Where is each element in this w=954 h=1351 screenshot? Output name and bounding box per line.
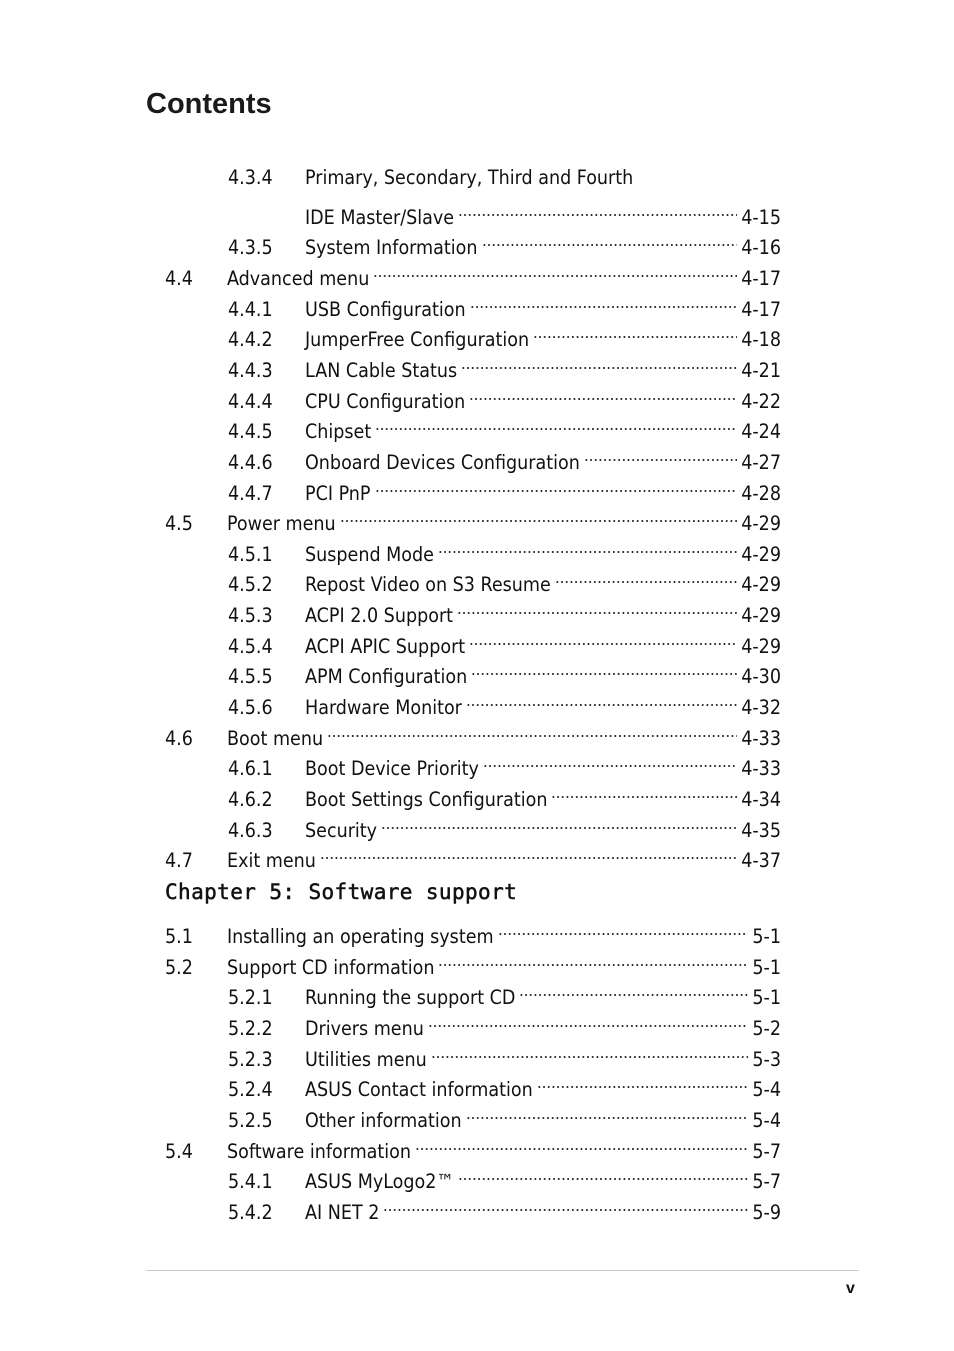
toc-entry-title: Drivers menu: [305, 1016, 424, 1040]
toc-entry-page: 4-21: [741, 358, 781, 382]
dot-leader: [466, 1097, 749, 1127]
toc-entry[interactable]: [228, 1097, 781, 1132]
toc-entry-title: Boot Device Priority: [305, 757, 479, 781]
toc-entry-title: Installing an operating system: [227, 925, 494, 948]
toc-entry-page: 5-2: [752, 1016, 781, 1040]
dot-leader: [519, 974, 748, 1004]
toc-entry[interactable]: [165, 500, 781, 536]
dot-leader: [482, 224, 738, 254]
toc-entry[interactable]: [228, 1189, 781, 1224]
toc-entry-page: 5-7: [752, 1139, 781, 1163]
toc-entry-page: 4-29: [741, 573, 781, 597]
dot-leader: [461, 347, 737, 377]
toc-entry-page: 4-29: [741, 634, 781, 658]
toc-entry-page: 4-33: [741, 726, 781, 750]
toc-entry-title: JumperFree Configuration: [305, 328, 530, 352]
toc-entry[interactable]: [228, 807, 781, 842]
toc-entry[interactable]: [228, 653, 781, 689]
toc-entry-page: 5-3: [752, 1047, 781, 1071]
toc-entry-title: IDE Master/Slave: [305, 205, 455, 229]
dot-leader: [470, 286, 738, 316]
toc-entry-title: USB Configuration: [305, 297, 466, 321]
toc-entry-title: ASUS Contact information: [305, 1078, 533, 1102]
toc-entry-title: Repost Video on S3 Resume: [305, 573, 551, 597]
toc-entry-page: 5-1: [752, 986, 781, 1010]
toc-entry[interactable]: [165, 837, 781, 873]
toc-entry-page: 5-7: [752, 1170, 781, 1194]
toc-entry-title: Other information: [305, 1108, 462, 1132]
toc-entry-page: 4-28: [741, 481, 781, 505]
toc-entry-number: 5.4.1: [228, 1170, 273, 1194]
toc-entry-title: Boot Settings Configuration: [305, 788, 548, 811]
toc-entry-page: 5-4: [752, 1108, 781, 1132]
toc-entry-page: 5-1: [752, 925, 781, 948]
dot-leader: [383, 1189, 748, 1219]
toc-entry[interactable]: [228, 1158, 781, 1194]
toc-entry[interactable]: [228, 623, 781, 658]
dot-leader: [469, 378, 737, 408]
toc-entry[interactable]: [228, 316, 781, 352]
chapter-heading-text: Chapter 5: Software support: [165, 880, 518, 904]
toc-entry-number: 4.6.1: [228, 757, 273, 781]
dot-leader: [415, 1128, 748, 1158]
toc-entry-title: System Information: [305, 236, 478, 260]
toc-entry-page: 4-22: [741, 389, 781, 413]
toc-entry-number: 5.2.4: [228, 1078, 273, 1102]
toc-entry-number: 4.5.6: [228, 696, 273, 720]
dot-leader: [471, 653, 737, 683]
toc-entry-title: CPU Configuration: [305, 389, 466, 413]
page-number: v: [846, 1280, 855, 1297]
chapter-heading: [165, 880, 517, 904]
toc-entry-number: 5.2: [165, 955, 193, 979]
toc-entry-title: Suspend Mode: [305, 542, 434, 566]
toc-entry-title: Onboard Devices Configuration: [305, 450, 580, 474]
page-title: Contents: [146, 88, 272, 120]
toc-entry[interactable]: [165, 715, 781, 750]
toc-entry-title: APM Configuration: [305, 665, 468, 689]
dot-leader: [469, 623, 737, 653]
toc-entry[interactable]: [228, 163, 781, 193]
toc-entry-title: Hardware Monitor: [305, 696, 462, 720]
dot-leader: [533, 316, 737, 346]
dot-leader: [327, 715, 737, 745]
toc-entry-page: 4-24: [741, 420, 781, 444]
toc-entry[interactable]: [228, 1036, 781, 1071]
dot-leader: [537, 1066, 749, 1096]
toc-entry[interactable]: [228, 776, 781, 811]
toc-entry-number: 4.6.3: [228, 818, 273, 842]
toc-entry-title: Utilities menu: [305, 1047, 427, 1071]
toc-entry-number: 4.4.3: [228, 358, 273, 382]
toc-entry-title: Chipset: [305, 420, 372, 444]
toc-entry-page: 4-15: [741, 205, 781, 229]
dot-leader: [428, 1005, 749, 1035]
toc-entry-title: PCI PnP: [305, 481, 371, 505]
dot-leader: [483, 745, 737, 775]
toc-entry-title: Running the support CD: [305, 986, 516, 1010]
toc-entry-title: Advanced menu: [227, 266, 370, 290]
dot-leader: [373, 255, 737, 285]
toc-entry-title: Power menu: [227, 512, 336, 536]
toc-entry-page: 4-29: [741, 542, 781, 566]
toc-entry-page: 4-29: [741, 512, 781, 536]
toc-entry-page: 4-32: [741, 696, 781, 720]
toc-entry-title: Security: [305, 818, 378, 842]
toc-entry-number: 4.6: [165, 726, 193, 750]
dot-leader: [457, 592, 737, 622]
dot-leader: [438, 944, 748, 974]
toc-entry-page: 4-17: [741, 297, 781, 321]
toc-entry-page: 5-9: [752, 1200, 781, 1224]
toc-entry-number: 5.1: [165, 925, 193, 948]
toc-entry-title: AI NET 2: [305, 1200, 380, 1224]
toc-entry[interactable]: [165, 1128, 781, 1163]
toc-entry-page: 4-30: [741, 665, 781, 689]
dot-leader: [431, 1036, 749, 1066]
toc-entry-title: Boot menu: [227, 726, 324, 750]
toc-entry-page: 4-34: [741, 788, 781, 811]
toc-entry[interactable]: [228, 1066, 781, 1102]
dot-leader: [498, 913, 749, 943]
toc-entry[interactable]: [228, 347, 781, 382]
toc-entry-page: 4-27: [741, 450, 781, 474]
dot-leader: [466, 684, 737, 714]
toc-entry-number: 5.4.2: [228, 1200, 273, 1224]
toc-entry[interactable]: [228, 194, 781, 229]
toc-entry-number: 4.5.1: [228, 542, 273, 566]
dot-leader: [551, 776, 737, 806]
toc-entry-page: 4-33: [741, 757, 781, 781]
toc-entry-number: 4.5.4: [228, 634, 273, 658]
toc-entry[interactable]: [228, 286, 781, 321]
toc-entry-page: 4-18: [741, 328, 781, 352]
dot-leader: [458, 1158, 748, 1188]
toc-entry[interactable]: [228, 378, 781, 413]
toc-entry[interactable]: [228, 224, 781, 260]
toc-entry-title: ACPI 2.0 Support: [305, 604, 454, 628]
toc-entry[interactable]: [228, 592, 781, 628]
dot-leader: [375, 408, 737, 438]
toc-entry-number: 5.2.3: [228, 1047, 273, 1071]
toc-entry[interactable]: [228, 439, 781, 474]
toc-entry-title: LAN Cable Status: [305, 358, 458, 382]
dot-leader: [375, 470, 738, 500]
toc-entry[interactable]: [228, 974, 781, 1010]
toc-entry-page: 4-16: [741, 236, 781, 260]
toc-entry-number: 4.5.2: [228, 573, 273, 597]
toc-entry-page: 4-37: [741, 849, 781, 873]
footer-divider: [146, 1270, 859, 1271]
toc-entry-number: 4.5.5: [228, 665, 273, 689]
toc-entry-number: 4.4.6: [228, 450, 273, 474]
dot-leader: [555, 561, 737, 591]
toc-entry-number: 5.2.2: [228, 1016, 273, 1040]
toc-entry-title: Software information: [227, 1139, 412, 1163]
toc-entry-number: 4.4.1: [228, 297, 273, 321]
toc-entry-title: Exit menu: [227, 849, 316, 873]
toc-entry-number: 4.4.7: [228, 481, 273, 505]
toc-entry-number: 4.5.3: [228, 604, 273, 628]
dot-leader: [381, 807, 737, 837]
dot-leader: [458, 194, 737, 224]
toc-entry[interactable]: [228, 531, 781, 566]
toc-entry-number: 4.3.5: [228, 236, 273, 260]
toc-entry[interactable]: [165, 913, 781, 948]
toc-entry-page: 4-29: [741, 604, 781, 628]
toc-entry-number: 5.2.5: [228, 1108, 273, 1132]
dot-leader: [584, 439, 737, 469]
toc-entry[interactable]: [228, 745, 781, 781]
toc-entry-page: 5-4: [752, 1078, 781, 1102]
toc-entry[interactable]: [165, 944, 781, 979]
toc-entry-page: 5-1: [752, 955, 781, 979]
toc-entry-page: 4-17: [741, 266, 781, 290]
toc-entry-number: 4.6.2: [228, 788, 273, 811]
toc-entry[interactable]: [228, 1005, 781, 1040]
toc-entry[interactable]: [228, 684, 781, 720]
toc-entry-number: 4.4.2: [228, 328, 273, 352]
toc-entry-title: ASUS MyLogo2™: [305, 1170, 454, 1194]
toc-entry[interactable]: [165, 255, 781, 290]
toc-entry-number: 4.5: [165, 512, 193, 536]
dot-leader: [438, 531, 737, 561]
toc-entry[interactable]: [228, 470, 781, 505]
toc-entry[interactable]: [228, 561, 781, 597]
toc-entry-title: Support CD information: [227, 955, 435, 979]
dot-leader: [340, 500, 738, 530]
toc-entry-title: ACPI APIC Support: [305, 634, 466, 658]
toc-entry-title: Primary, Secondary, Third and Fourth: [305, 166, 634, 189]
dot-leader: [320, 837, 737, 867]
toc-entry-number: 4.4.5: [228, 420, 273, 444]
toc-entry-number: 4.7: [165, 849, 193, 873]
toc-entry-number: 5.4: [165, 1139, 193, 1163]
toc-entry[interactable]: [228, 408, 781, 444]
toc-entry-page: 4-35: [741, 818, 781, 842]
toc-entry-number: 4.3.4: [228, 166, 273, 189]
toc-entry-number: 4.4: [165, 266, 193, 290]
toc-entry-number: 4.4.4: [228, 389, 273, 413]
toc-entry-number: 5.2.1: [228, 986, 273, 1010]
